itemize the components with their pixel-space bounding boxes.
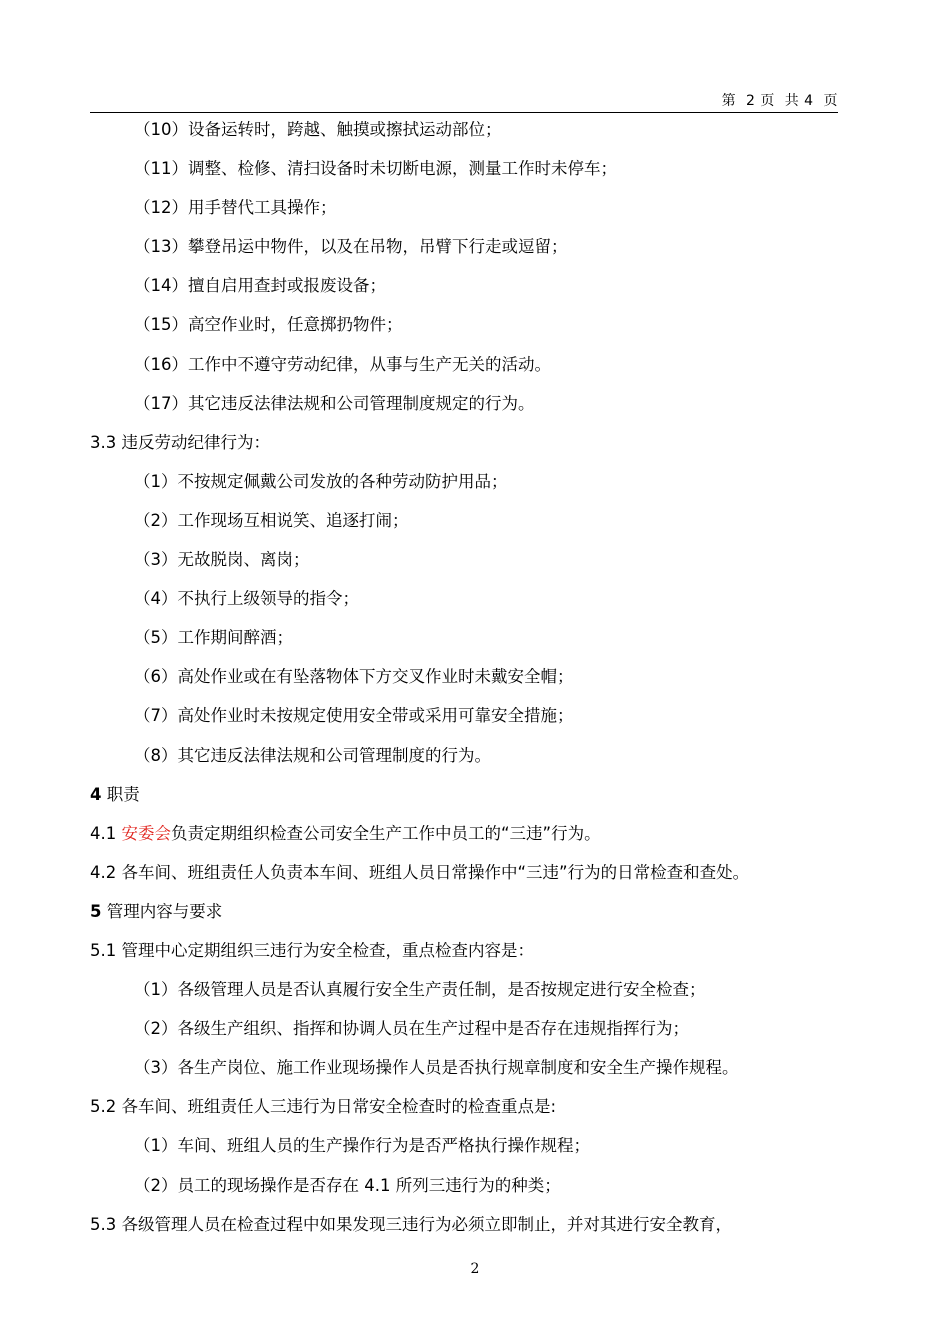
list-item: （5）工作期间醉酒； xyxy=(134,628,293,648)
section-number: 4 xyxy=(90,784,102,804)
list-item: （2）员工的现场操作是否存在 4.1 所列三违行为的种类； xyxy=(134,1175,561,1195)
page-info: 第 2 页 共 4 页 xyxy=(721,93,838,109)
list-item: （6）高处作业或在有坠落物体下方交叉作业时未戴安全帽； xyxy=(134,667,574,687)
paragraph-5-1: 5.1 管理中心定期组织三违行为安全检查，重点检查内容是： xyxy=(90,940,534,960)
list-item: （16）工作中不遵守劳动纪律，从事与生产无关的活动。 xyxy=(134,354,551,374)
list-item: （1）车间、班组人员的生产操作行为是否严格执行操作规程； xyxy=(134,1136,590,1156)
section-heading-5 xyxy=(90,892,850,931)
section-heading-4 xyxy=(90,775,850,814)
page-number: 2 xyxy=(470,1261,480,1277)
section-number: 5 xyxy=(90,901,102,921)
item-text: 负责定期组织检查公司安全生产工作中员工的“三违”行为。 xyxy=(171,823,601,843)
document-body xyxy=(90,110,850,1244)
list-item: （15）高空作业时，任意掷扔物件； xyxy=(134,315,403,335)
paragraph-5-3: 5.3 各级管理人员在检查过程中如果发现三违行为必须立即制止，并对其进行安全教育， xyxy=(90,1214,732,1234)
list-item: （12）用手替代工具操作； xyxy=(134,198,337,218)
list-item: （4）不执行上级领导的指令； xyxy=(134,589,359,609)
list-item: （10）设备运转时，跨越、触摸或擦拭运动部位； xyxy=(134,120,502,139)
list-item: （11）调整、检修、清扫设备时未切断电源，测量工作时未停车； xyxy=(134,159,617,179)
list-item: （3）无故脱岗、离岗； xyxy=(134,550,310,570)
list-item: （1）不按规定佩戴公司发放的各种劳动防护用品； xyxy=(134,471,508,491)
subsection-heading: 3.3 违反劳动纪律行为： xyxy=(90,432,270,452)
list-item: （8）其它违反法律法规和公司管理制度的行为。 xyxy=(134,745,491,765)
list-item: （3）各生产岗位、施工作业现场操作人员是否执行规章制度和安全生产操作规程。 xyxy=(134,1058,739,1078)
section-title: 职责 xyxy=(101,784,140,804)
list-item: （17）其它违反法律法规和公司管理制度规定的行为。 xyxy=(134,393,535,413)
list-item: （2）各级生产组织、指挥和协调人员在生产过程中是否存在违规指挥行为； xyxy=(134,1019,689,1039)
paragraph-4-2: 4.2 各车间、班组责任人负责本车间、班组人员日常操作中“三违”行为的日常检查和查处。 xyxy=(90,862,750,882)
paragraph-4-1 xyxy=(90,814,850,853)
highlight-text: 安委会 xyxy=(121,823,171,843)
list-item: （7）高处作业时未按规定使用安全带或采用可靠安全措施； xyxy=(134,706,574,726)
paragraph-5-2: 5.2 各车间、班组责任人三违行为日常安全检查时的检查重点是: xyxy=(90,1097,557,1117)
list-item: （13）攀登吊运中物件，以及在吊物，吊臂下行走或逗留； xyxy=(134,237,568,257)
list-item: （2）工作现场互相说笑、追逐打闹； xyxy=(134,510,409,530)
list-item: （14）擅自启用查封或报废设备； xyxy=(134,276,386,296)
list-item: （1）各级管理人员是否认真履行安全生产责任制，是否按规定进行安全检查； xyxy=(134,980,706,1000)
section-title: 管理内容与要求 xyxy=(101,901,223,921)
item-number: 4.1 xyxy=(90,823,122,843)
